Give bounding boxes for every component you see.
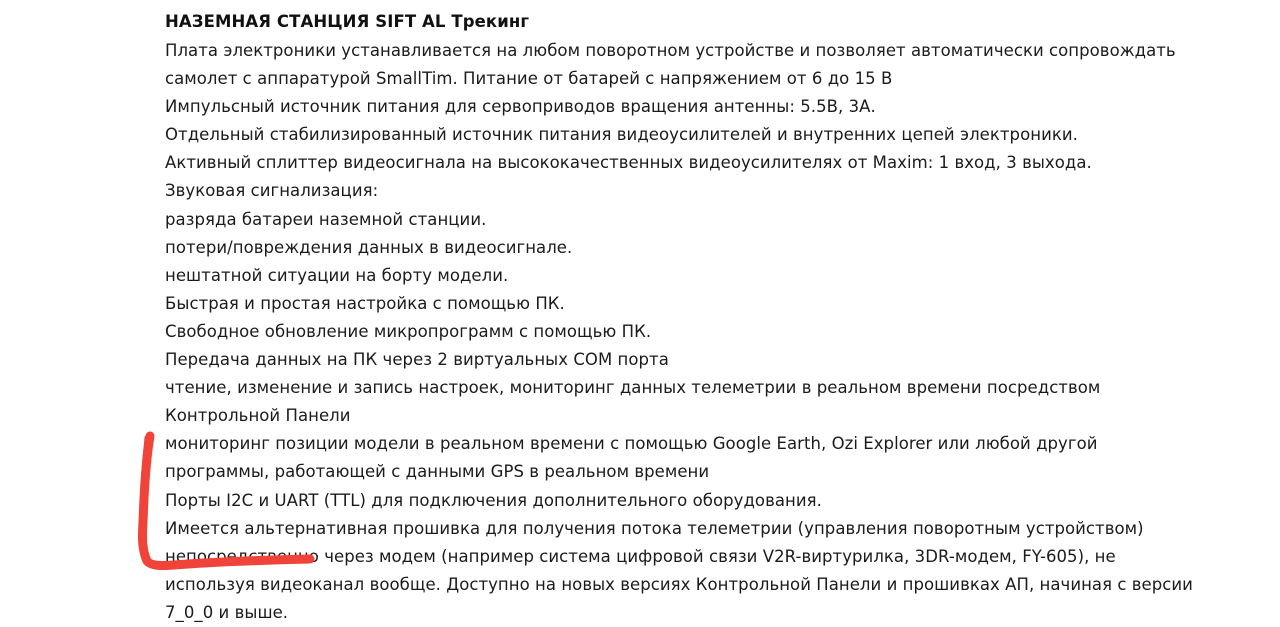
paragraph-line: программы, работающей с данными GPS в реальном времени [165,462,710,482]
paragraph-line: Передача данных на ПК через 2 виртуальных COM порта [165,350,669,370]
paragraph-line: нештатной ситуации на борту модели. [165,265,509,285]
paragraph-line: непосредственно через модем (например система цифровой связи V2R-виртурилка, 3DR-модем, FY-605), не [165,546,1116,566]
paragraph-line: Быстрая и простая настройка с помощью ПК. [165,293,565,313]
paragraph-line: Плата электроники устанавливается на любом поворотном устройстве и позволяет автоматически сопровождать [165,41,1176,60]
paragraph-line: Имеется альтернативная прошивка для получения потока телеметрии (управления поворотным устройством) [165,518,1144,538]
paragraph-line: Свободное обновление микропрограмм с помощью ПК. [165,321,652,341]
paragraph-line: 7_0_0 и выше. [165,602,289,622]
paragraph-line: Активный сплиттер видеосигнала на высококачественных видеоусилителях от Maxim: 1 вход, 3 выхода. [165,153,1092,173]
paragraph-line: чтение, изменение и запись настроек, мониторинг данных телеметрии в реальном времени посредством [165,378,1101,398]
document-body [165,8,1193,627]
paragraph-line: Контрольной Панели [165,406,351,426]
paragraph-line: разряда батареи наземной станции. [165,209,487,229]
paragraph-line: Порты I2C и UART (TTL) для подключения дополнительного оборудования. [165,490,822,510]
paragraph-line: мониторинг позиции модели в реальном времени с помощью Google Earth, Ozi Explorer или любой другой [165,434,1098,454]
paragraph-line: используя видеоканал вообще. Доступно на новых версиях Контрольной Панели и прошивках АП, начиная с версии [165,574,1193,594]
paragraph-line: потери/повреждения данных в видеосигнале. [165,237,573,257]
paragraph-line: Звуковая сигнализация: [165,181,379,201]
paragraph-line: Импульсный источник питания для сервоприводов вращения антенны: 5.5В, 3А. [165,97,876,117]
paragraph-line: Отдельный стабилизированный источник питания видеоусилителей и внутренних цепей электроники. [165,125,1078,145]
paragraph-line: самолет с аппаратурой SmallTim. Питание от батарей с напряжением от 6 до 15 В [165,69,893,89]
page-title: НАЗЕМНАЯ СТАНЦИЯ SIFT AL Трекинг [165,12,530,31]
